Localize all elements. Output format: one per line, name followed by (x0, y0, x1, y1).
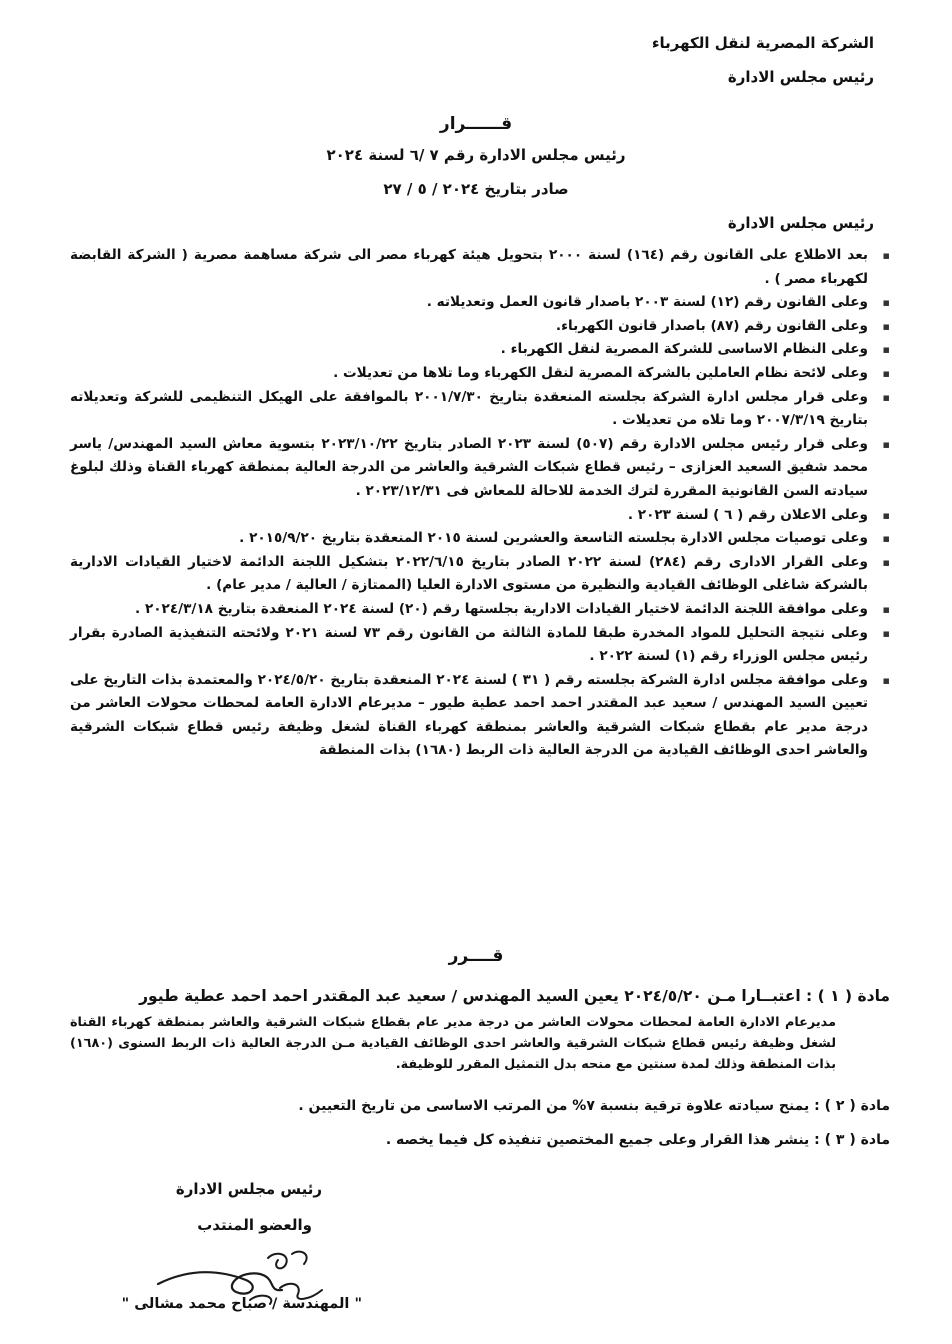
clause-item: ▪ وعلى موافقة مجلس ادارة الشركة بجلسته رقم ( ٣١ ) لسنة ٢٠٢٤ المنعقدة بتاريخ ٢٠٢٤/٥/٢٠ والمعتمدة بذات التاريخ على تعيين السيد المهندس / سعيد عبد المقتدر احمد احمد عطية طيور – مديرعام الادارة العامة لمحطات محولات العاشر من درجة مدير عام بقطاع شبكات الشرقية والعاشر بمنطقة كهرباء القناة لشغل وظيفة رئيس قطاع شبكات الشرقية والعاشر احدى الوظائف القيادية من الدرجة العالية ذات الربط (١٦٨٠) بذات المنطقة (70, 669, 890, 763)
signatory-name: " المهندسة / صباح محمد مشالى " (121, 1296, 362, 1312)
clause-item: ▪ وعلى القانون رقم (١٢) لسنة ٢٠٠٣ باصدار قانون العمل وتعديلاته . (70, 291, 890, 315)
clause-item: ▪ وعلى القانون رقم (٨٧) باصدار قانون الكهرباء. (70, 315, 890, 339)
clause-item: ▪ وعلى قرار رئيس مجلس الادارة رقم (٥٠٧) لسنة ٢٠٢٣ الصادر بتاريخ ٢٠٢٣/١٠/٢٢ بتسوية معاش السيد المهندس/ ياسر محمد شفيق السعيد العزازى – رئيس قطاع شبكات الشرقية والعاشر من الدرجة العالية بمنطقة كهرباء القناة وذلك لبلوغ سيادته السن القانونية المقررة لترك الخدمة للاحالة للمعاش فى ٢٠٢٣/١٢/٣١ . (70, 433, 890, 504)
company-name: الشركة المصرية لنقل الكهرباء (651, 34, 874, 52)
decree-title: قــــــرار (439, 114, 513, 134)
clause-item: ▪ وعلى القرار الادارى رقم (٢٨٤) لسنة ٢٠٢٢ الصادر بتاريخ ٢٠٢٢/٦/١٥ بتشكيل اللجنة الدائمة لاختيار القيادات الادارية بالشركة شاغلى الوظائف القيادية والنظيرة من مستوى الادارة العليا (الممتازة / العالية / مدير عام) . (70, 551, 890, 598)
board-chair-label: رئيس مجلس الادارة (727, 214, 874, 232)
clause-item: ▪ وعلى النظام الاساسى للشركة المصرية لنقل الكهرباء . (70, 338, 890, 362)
clause-item: ▪ وعلى نتيجة التحليل للمواد المخدرة طبقا للمادة الثالثة من القانون رقم ٧٣ لسنة ٢٠٢١ ولائحته التنفيذية الصادرة بقرار رئيس مجلس الوزراء رقم (١) لسنة ٢٠٢٢ . (70, 622, 890, 669)
clause-item: ▪ وعلى موافقة اللجنة الدائمة لاختيار القيادات الادارية بجلستها رقم (٢٠) لسنة ٢٠٢٤ المنعقدة بتاريخ ٢٠٢٤/٣/١٨ . (70, 598, 890, 622)
preamble-clauses (70, 244, 890, 763)
signatory-subtitle: والعضو المنتدب (197, 1216, 312, 1234)
clause-item: ▪ بعد الاطلاع على القانون رقم (١٦٤) لسنة ٢٠٠٠ بتحويل هيئة كهرباء مصر الى شركة مساهمة مصرية ( الشركة القابضة لكهرباء مصر ) . (70, 244, 890, 291)
article-1 (70, 984, 890, 1075)
decision-heading: قــــرر (448, 946, 504, 966)
decree-number: رئيس مجلس الادارة رقم ٧ /٦ لسنة ٢٠٢٤ (326, 146, 626, 164)
signatory-title: رئيس مجلس الادارة (175, 1180, 322, 1198)
issuing-office: رئيس مجلس الادارة (727, 68, 874, 86)
decree-date: صادر بتاريخ ٢٠٢٤ / ٥ / ٢٧ (383, 180, 569, 198)
article-1-body: مديرعام الادارة العامة لمحطات محولات العاشر من درجة مدير عام بقطاع شبكات الشرقية والعاشر بمنطقة كهرباء القناة لشغل وظيفة رئيس قطاع شبكات الشرقية والعاشر احدى الوظائف القيادية مـن الدرجة العالية ذات الربط السنوى (١٦٨٠) بذات المنطقة وذلك لمدة سنتين مع منحه بدل التمثيل المقرر للوظيفة. (70, 1015, 836, 1072)
article-1-heading: مادة ( ١ ) : اعتبــارا مـن ٢٠٢٤/٥/٢٠ يعين السيد المهندس / سعيد عبد المقتدر احمد احمد عطية طيور (139, 987, 890, 1005)
clause-item: ▪ وعلى توصيات مجلس الادارة بجلسته التاسعة والعشرين لسنة ٢٠١٥ المنعقدة بتاريخ ٢٠١٥/٩/٢٠ . (70, 527, 890, 551)
clause-item: ▪ وعلى قرار مجلس ادارة الشركة بجلسته المنعقدة بتاريخ ٢٠٠١/٧/٣٠ بالموافقة على الهيكل التنظيمى للشركة وتعديلاته بتاريخ ٢٠٠٧/٣/١٩ وما تلاه من تعديلات . (70, 386, 890, 433)
article-3: مادة ( ٣ ) : ينشر هذا القرار وعلى جميع المختصين تنفيذه كل فيما يخصه . (385, 1132, 890, 1148)
clause-item: ▪ وعلى لائحة نظام العاملين بالشركة المصرية لنقل الكهرباء وما تلاها من تعديلات . (70, 362, 890, 386)
clause-item: ▪ وعلى الاعلان رقم ( ٦ ) لسنة ٢٠٢٣ . (70, 504, 890, 528)
article-2: مادة ( ٢ ) : يمنح سيادته علاوة ترقية بنسبة ٧% من المرتب الاساسى من تاريخ التعيين . (298, 1098, 890, 1114)
